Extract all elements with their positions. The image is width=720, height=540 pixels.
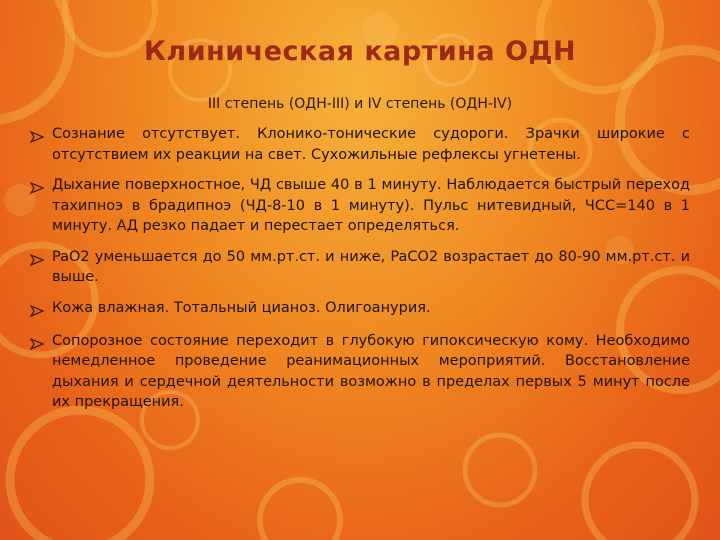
list-item-text: Кожа влажная. Тотальный цианоз. Олигоанурия.: [52, 299, 431, 316]
list-item: [30, 247, 690, 288]
list-item: [30, 124, 690, 165]
hollow-arrow-bullet-icon: [30, 128, 52, 147]
hollow-arrow-bullet-icon: [30, 335, 52, 354]
list-item-text: Сознание отсутствует. Клонико-тонические судороги. Зрачки широкие с отсутствием их реакции на свет. Сухожильные рефлексы угнетены.: [52, 126, 690, 163]
list-item-text: Дыхание поверхностное, ЧД свыше 40 в 1 минуту. Наблюдается быстрый переход тахипноэ в брадипноэ (ЧД-8-10 в 1 минуту). Пульс нитевидный, ЧСС=140 в 1 минуту. АД резко падает и перестает определяться.: [52, 177, 690, 234]
list-item-text: PaO2 уменьшается до 50 мм.рт.ст. и ниже, PaCO2 возрастает до 80-90 мм.рт.ст. и выше.: [52, 248, 690, 285]
bullet-list: [30, 124, 690, 423]
slide-subtitle: III степень (ОДН-III) и IV степень (ОДН-IV): [207, 96, 513, 112]
list-item-text: Сопорозное состояние переходит в глубокую гипоксическую кому. Необходимо немедленное проведение реанимационных мероприятий. Восстановление дыхания и сердечной деятельности возможно в пределах первых 5 минут после их прекращения.: [52, 332, 690, 410]
hollow-arrow-bullet-icon: [30, 302, 52, 321]
list-item: [30, 175, 690, 237]
list-item: [30, 298, 690, 321]
slide-title: Клиническая картина ОДН: [143, 36, 577, 67]
hollow-arrow-bullet-icon: [30, 179, 52, 198]
list-item: [30, 331, 690, 413]
hollow-arrow-bullet-icon: [30, 251, 52, 270]
